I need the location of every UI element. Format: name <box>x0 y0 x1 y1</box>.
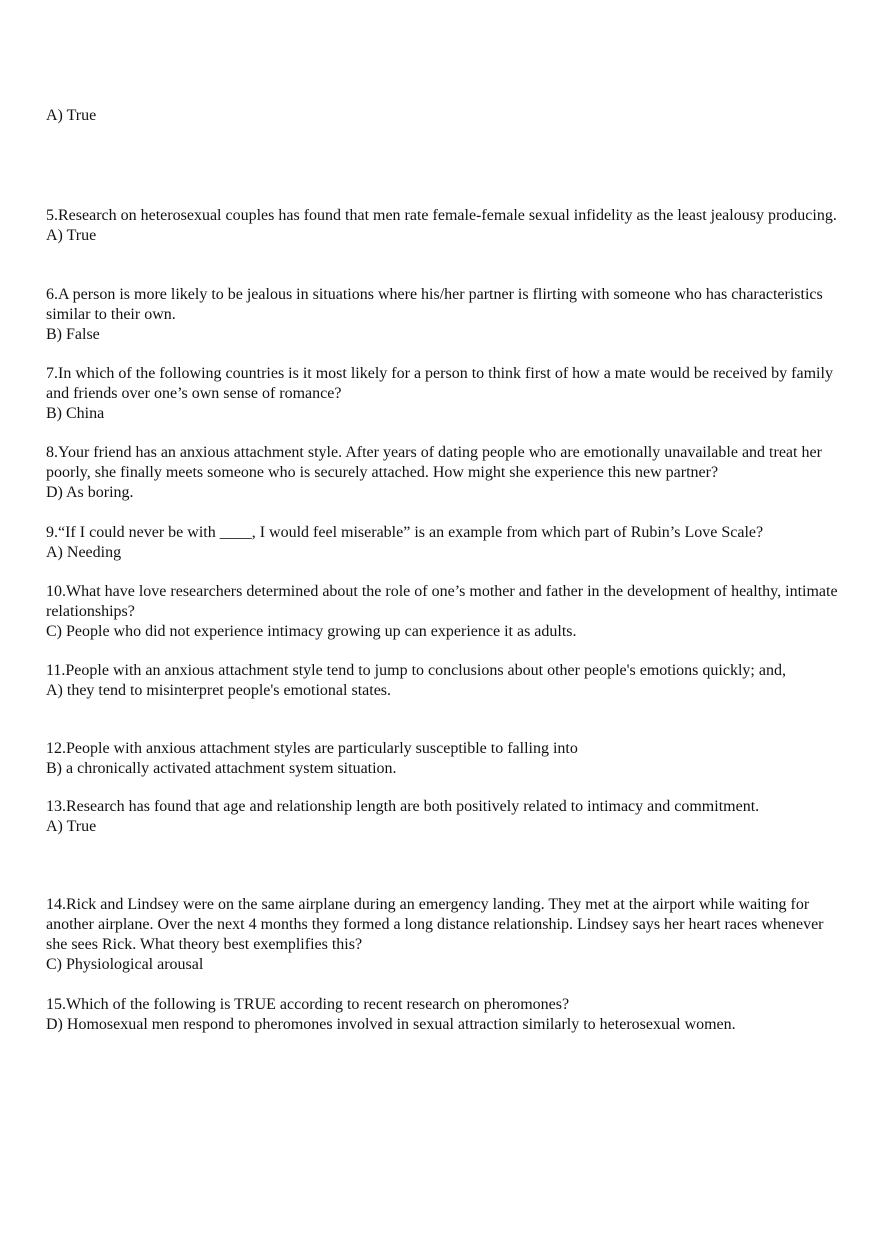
question-text: 15.Which of the following is TRUE according to recent research on pheromones? <box>46 996 570 1013</box>
question-5 <box>46 206 838 246</box>
answer: C) Physiological arousal <box>46 956 204 973</box>
answer: B) a chronically activated attachment system situation. <box>46 760 397 777</box>
question-text: 8.Your friend has an anxious attachment style. After years of dating people who are emotionally unavailable and treat her poorly, she finally meets someone who is securely attached. How might she experience this new partner? <box>46 444 822 481</box>
question-text: 10.What have love researchers determined about the role of one’s mother and father in the development of healthy, intimate relationships? <box>46 583 838 620</box>
answer: A) they tend to misinterpret people's emotional states. <box>46 682 392 699</box>
question-11 <box>46 661 838 701</box>
question-9 <box>46 523 838 563</box>
answer: D) As boring. <box>46 484 134 501</box>
answer: A) Needing <box>46 544 122 561</box>
answer: B) False <box>46 326 100 343</box>
question-6 <box>46 285 838 345</box>
answer: D) Homosexual men respond to pheromones involved in sexual attraction similarly to heterosexual women. <box>46 1016 736 1033</box>
question-text: 9.“If I could never be with ____, I would feel miserable” is an example from which part of Rubin’s Love Scale? <box>46 524 764 541</box>
question-14 <box>46 895 838 975</box>
question-text: 7.In which of the following countries is it most likely for a person to think first of how a mate would be received by family and friends over one’s own sense of romance? <box>46 365 833 402</box>
question-15 <box>46 995 838 1035</box>
answer: C) People who did not experience intimacy growing up can experience it as adults. <box>46 623 577 640</box>
answer-fragment <box>46 106 838 126</box>
question-text: 5.Research on heterosexual couples has found that men rate female-female sexual infidelity as the least jealousy producing. <box>46 207 837 224</box>
answer: A) True <box>46 818 97 835</box>
question-text: 13.Research has found that age and relationship length are both positively related to intimacy and commitment. <box>46 798 760 815</box>
question-text: 12.People with anxious attachment styles are particularly susceptible to falling into <box>46 740 578 757</box>
answer: B) China <box>46 405 105 422</box>
answer: A) True <box>46 107 97 124</box>
question-text: 11.People with an anxious attachment style tend to jump to conclusions about other people's emotions quickly; and, <box>46 662 786 679</box>
question-7 <box>46 364 838 424</box>
question-text: 6.A person is more likely to be jealous in situations where his/her partner is flirting with someone who has characteristics similar to their own. <box>46 286 823 323</box>
question-12 <box>46 739 838 779</box>
question-13 <box>46 797 838 837</box>
answer: A) True <box>46 227 97 244</box>
question-text: 14.Rick and Lindsey were on the same airplane during an emergency landing. They met at the airport while waiting for another airplane. Over the next 4 months they formed a long distance relationship. Lindsey says her heart races whenever she sees Rick. What theory best exemplifies this? <box>46 896 824 953</box>
question-8 <box>46 443 838 503</box>
question-10 <box>46 582 838 642</box>
